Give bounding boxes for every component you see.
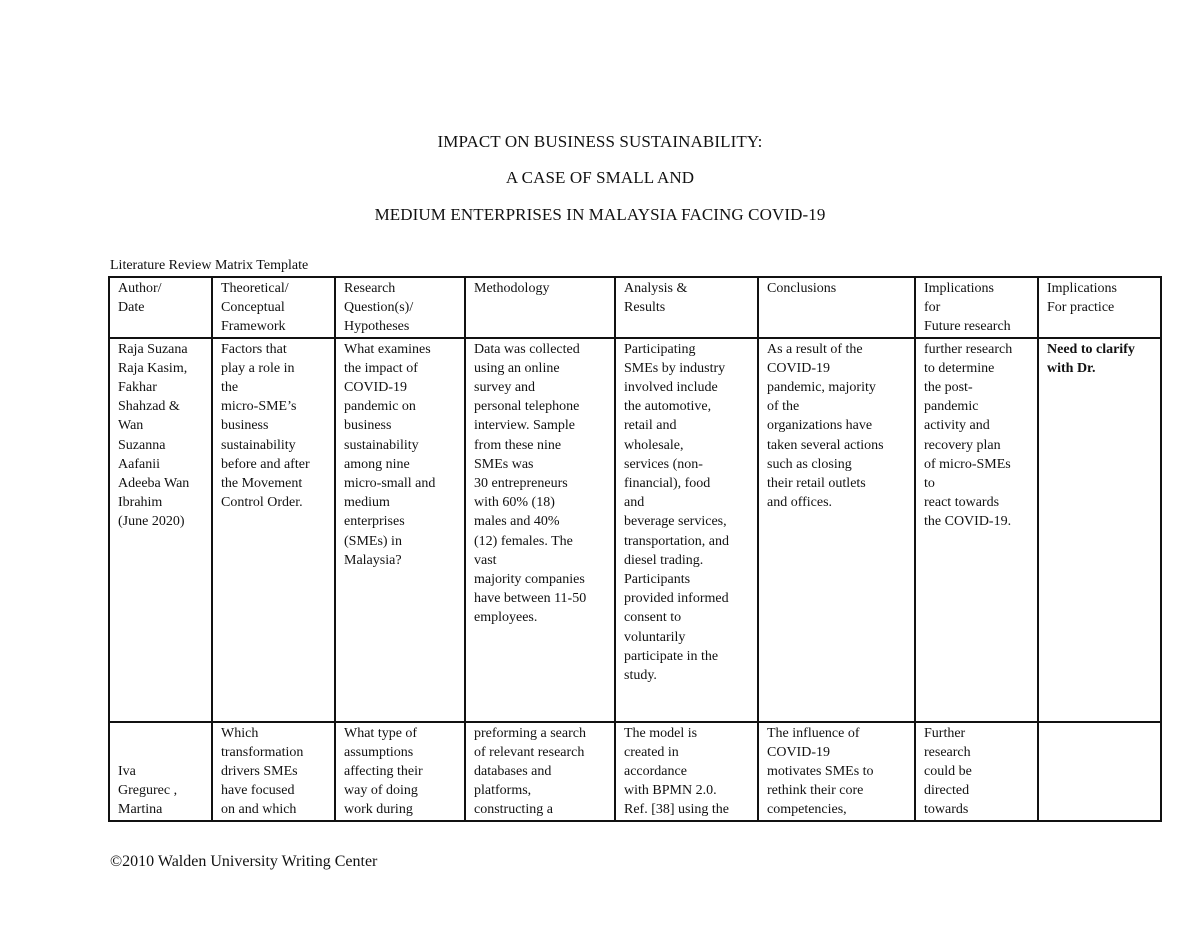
header-research-questions — [335, 277, 465, 338]
cell-methodology — [465, 722, 615, 821]
cell-line: Participants — [624, 572, 691, 588]
cell-line: Results — [624, 300, 666, 316]
cell-line: business — [344, 418, 392, 434]
cell-line: Question(s)/ — [344, 300, 414, 316]
document-title-line-2: A CASE OF SMALL AND — [505, 168, 695, 187]
cell-implications-practice — [1038, 338, 1161, 722]
cell-line — [118, 743, 205, 762]
cell-line: directed — [924, 783, 970, 799]
cell-line: study. — [624, 668, 657, 684]
cell-line: have focused — [221, 783, 295, 799]
cell-line: activity and — [924, 418, 990, 434]
cell-line: the automotive, — [624, 399, 712, 415]
cell-line: further research — [924, 341, 1013, 357]
cell-line: transformation — [221, 744, 304, 760]
cell-implications-practice — [1038, 722, 1161, 821]
header-implications-research — [915, 277, 1038, 338]
cell-line: Data was collected — [474, 341, 580, 357]
cell-line: taken several actions — [767, 437, 884, 453]
cell-line: Theoretical/ — [221, 281, 289, 296]
cell-author-date — [109, 338, 212, 722]
cell-line: interview. Sample — [474, 418, 575, 434]
cell-line: financial), food — [624, 476, 711, 492]
cell-line: the COVID-19. — [924, 514, 1012, 530]
cell-line: Date — [118, 300, 145, 316]
cell-line: work during — [344, 802, 413, 818]
cell-line: Factors that — [221, 341, 287, 357]
cell-line: COVID-19 — [344, 380, 407, 396]
cell-line: platforms, — [474, 783, 532, 799]
cell-line: recovery plan — [924, 437, 1001, 453]
cell-line: As a result of the — [767, 341, 863, 357]
cell-conclusions — [758, 338, 915, 722]
cell-line: SMEs was — [474, 456, 534, 472]
cell-line: preforming a search — [474, 725, 586, 741]
cell-line: with Dr. — [1047, 360, 1096, 376]
cell-line: rethink their core — [767, 783, 864, 799]
header-row — [109, 277, 1161, 338]
cell-line: services (non- — [624, 456, 703, 472]
cell-line: Framework — [221, 319, 286, 335]
cell-line: diesel trading. — [624, 552, 704, 568]
cell-line: Shahzad & — [118, 399, 180, 415]
cell-line: towards — [924, 802, 969, 818]
cell-line: pandemic, majority — [767, 380, 876, 396]
table-row — [109, 722, 1161, 821]
cell-line: play a role in — [221, 360, 295, 376]
cell-line: 30 entrepreneurs — [474, 476, 568, 492]
cell-line: drivers SMEs — [221, 764, 298, 780]
header-conclusions — [758, 277, 915, 338]
cell-line: transportation, and — [624, 533, 729, 549]
cell-implications-research — [915, 722, 1038, 821]
cell-line: the post- — [924, 380, 973, 396]
cell-line: Research — [344, 281, 396, 296]
cell-line: Ibrahim — [118, 495, 163, 511]
cell-framework — [212, 722, 335, 821]
cell-line: have between 11-50 — [474, 591, 587, 607]
header-framework — [212, 277, 335, 338]
cell-line: For practice — [1047, 300, 1115, 316]
cell-framework — [212, 338, 335, 722]
cell-line: medium — [344, 495, 390, 511]
cell-line: Analysis & — [624, 281, 688, 296]
cell-implications-research — [915, 338, 1038, 722]
cell-line: Hypotheses — [344, 319, 410, 335]
cell-line: personal telephone — [474, 399, 580, 415]
cell-line: databases and — [474, 764, 552, 780]
cell-research-questions — [335, 338, 465, 722]
cell-line: beverage services, — [624, 514, 727, 530]
cell-line: Further — [924, 725, 966, 741]
cell-line: SMEs by industry — [624, 360, 726, 376]
cell-line: among nine — [344, 456, 410, 472]
cell-line: constructing a — [474, 802, 553, 818]
cell-line: using an online — [474, 360, 560, 376]
cell-line: competencies, — [767, 802, 847, 818]
header-methodology — [465, 277, 615, 338]
cell-line: involved include — [624, 380, 718, 396]
cell-line: and — [624, 495, 645, 511]
cell-line: Methodology — [474, 281, 550, 296]
cell-line: Malaysia? — [344, 552, 402, 568]
cell-line: of micro-SMEs — [924, 456, 1011, 472]
cell-line: Wan — [118, 418, 144, 434]
header-analysis-results — [615, 277, 758, 338]
cell-line: Raja Kasim, — [118, 360, 188, 376]
copyright-footer: ©2010 Walden University Writing Center — [110, 853, 378, 870]
cell-line: Conclusions — [767, 281, 837, 296]
cell-line: pandemic on — [344, 399, 416, 415]
cell-line: Gregurec , — [118, 783, 178, 799]
cell-line: research — [924, 744, 971, 760]
document-title-line-3: MEDIUM ENTERPRISES IN MALAYSIA FACING COVID-19 — [374, 205, 826, 224]
cell-line: with BPMN 2.0. — [624, 783, 717, 799]
cell-line: Suzanna — [118, 437, 166, 453]
cell-line — [1047, 724, 1154, 743]
header-author-date — [109, 277, 212, 338]
cell-line: to determine — [924, 360, 995, 376]
header-implications-practice — [1038, 277, 1161, 338]
cell-line: the — [221, 380, 239, 396]
cell-line: Participating — [624, 341, 696, 357]
cell-line: created in — [624, 744, 679, 760]
cell-line: of relevant research — [474, 744, 585, 760]
cell-line: voluntarily — [624, 629, 686, 645]
cell-line: Ref. [38] using the — [624, 802, 729, 818]
cell-line: to — [924, 476, 935, 492]
cell-line: wholesale, — [624, 437, 684, 453]
cell-line: accordance — [624, 764, 687, 780]
cell-line: affecting their — [344, 764, 423, 780]
cell-line: react towards — [924, 495, 1000, 511]
cell-line: before and after — [221, 456, 310, 472]
cell-line: micro-SME’s — [221, 399, 297, 415]
cell-line: sustainability — [221, 437, 296, 453]
cell-author-date — [109, 722, 212, 821]
cell-line: participate in the — [624, 648, 719, 664]
cell-line: Need to clarify — [1047, 341, 1135, 357]
cell-line: way of doing — [344, 783, 418, 799]
cell-line: COVID-19 — [767, 360, 830, 376]
cell-line: The model is — [624, 725, 698, 741]
cell-line: Fakhar — [118, 380, 157, 396]
cell-line: COVID-19 — [767, 744, 830, 760]
cell-line: for — [924, 300, 941, 316]
cell-analysis-results — [615, 338, 758, 722]
cell-line: Iva — [118, 764, 136, 780]
cell-line: survey and — [474, 380, 536, 396]
cell-line: Implications — [924, 281, 994, 296]
cell-methodology — [465, 338, 615, 722]
table-caption: Literature Review Matrix Template — [110, 258, 309, 273]
cell-line: What examines — [344, 341, 431, 357]
cell-line: Author/ — [118, 281, 162, 296]
cell-line: Aafanii — [118, 456, 160, 472]
cell-line: from these nine — [474, 437, 562, 453]
cell-line: their retail outlets — [767, 476, 866, 492]
cell-line: motivates SMEs to — [767, 764, 874, 780]
cell-line: on and which — [221, 802, 297, 818]
cell-line: organizations have — [767, 418, 873, 434]
cell-line: males and 40% — [474, 514, 560, 530]
cell-line: (SMEs) in — [344, 533, 402, 549]
cell-line: assumptions — [344, 744, 414, 760]
cell-line: The influence of — [767, 725, 860, 741]
cell-line: retail and — [624, 418, 677, 434]
cell-line: provided informed — [624, 591, 729, 607]
literature-review-matrix — [108, 276, 1162, 822]
cell-line: Adeeba Wan — [118, 476, 190, 492]
cell-line: of the — [767, 399, 800, 415]
cell-line: (12) females. The — [474, 533, 573, 549]
cell-line: with 60% (18) — [474, 495, 555, 511]
cell-line: Which — [221, 725, 259, 741]
cell-line — [118, 724, 205, 743]
cell-line: Raja Suzana — [118, 341, 188, 357]
cell-line: majority companies — [474, 572, 585, 588]
cell-line: pandemic — [924, 399, 979, 415]
cell-line: What type of — [344, 725, 418, 741]
cell-line: the Movement — [221, 476, 303, 492]
cell-analysis-results — [615, 722, 758, 821]
cell-line: sustainability — [344, 437, 419, 453]
cell-line: Future research — [924, 319, 1011, 335]
cell-line: business — [221, 418, 269, 434]
cell-line: Control Order. — [221, 495, 303, 511]
cell-line: consent to — [624, 610, 682, 626]
cell-line: vast — [474, 552, 497, 568]
cell-line: and offices. — [767, 495, 833, 511]
cell-line: could be — [924, 764, 972, 780]
cell-line: Conceptual — [221, 300, 285, 316]
cell-line: employees. — [474, 610, 538, 626]
cell-line: Martina — [118, 802, 163, 818]
cell-line: enterprises — [344, 514, 405, 530]
cell-line: the impact of — [344, 360, 418, 376]
table-row — [109, 338, 1161, 722]
cell-line: micro-small and — [344, 476, 436, 492]
cell-conclusions — [758, 722, 915, 821]
cell-line: such as closing — [767, 456, 852, 472]
cell-line: (June 2020) — [118, 514, 185, 530]
cell-research-questions — [335, 722, 465, 821]
cell-line: Implications — [1047, 281, 1117, 296]
document-title-line-1: IMPACT ON BUSINESS SUSTAINABILITY: — [437, 132, 763, 151]
